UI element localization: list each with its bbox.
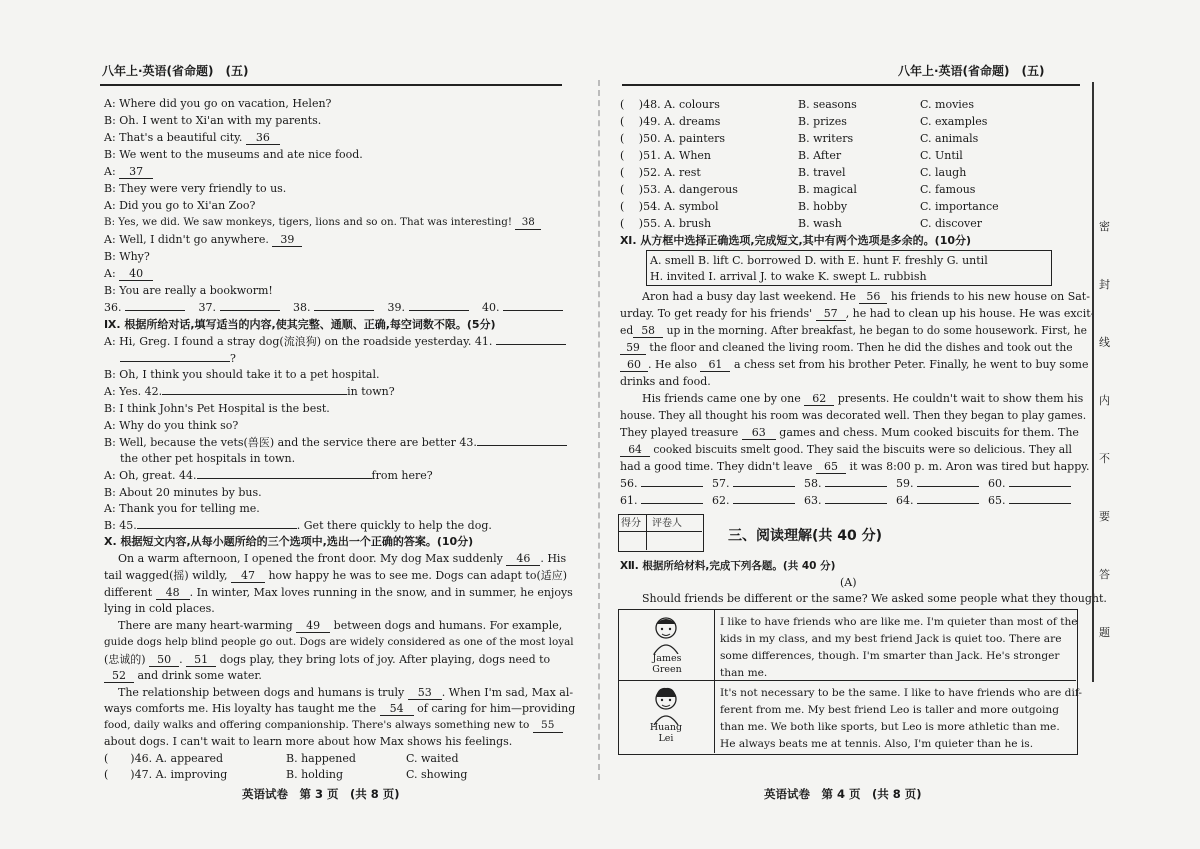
reading-table-divider xyxy=(714,609,715,753)
option-row-48: ( )48. A. colours xyxy=(620,98,720,111)
dialog-line: A: Where did you go on vacation, Helen? xyxy=(104,97,332,110)
option-c: C. animals xyxy=(920,132,979,145)
passage-line: urday. To get ready for his friends' 57 , he had to clean up his house. He was excit- xyxy=(620,307,1095,320)
option-row-53: ( )53. A. dangerous xyxy=(620,183,738,196)
passage-line: On a warm afternoon, I opened the front door. My dog Max suddenly 46 . His xyxy=(118,552,567,565)
option-b: B. After xyxy=(798,149,842,162)
score-box-divider xyxy=(618,531,702,532)
passage-line: tail wagged(摇) wildly, 47 how happy he was to see me. Dogs can adapt to(适应) xyxy=(104,569,568,582)
passage-line: ed 58 up in the morning. After breakfast, he began to do some housework. First, he xyxy=(620,324,1087,337)
passage-line: drinks and food. xyxy=(620,375,711,388)
option-c: C. famous xyxy=(920,183,976,196)
dialog-line: A: Yes. 42. in town? xyxy=(104,385,395,398)
header-rule xyxy=(622,84,1080,86)
answer-blank: 63. xyxy=(804,494,887,507)
reading-intro: Should friends be different or the same? We asked some people what they thought. xyxy=(642,592,1107,605)
dialog-line: B: I think John's Pet Hospital is the best. xyxy=(104,402,330,415)
page-footer: 英语试卷 第 4 页 (共 8 页) xyxy=(764,787,922,801)
answer-blank: 64. xyxy=(896,494,979,507)
passage-line: 52 and drink some water. xyxy=(104,669,262,683)
option-b: B. happened xyxy=(286,752,356,765)
option-b: B. magical xyxy=(798,183,857,196)
seal-char: 题 xyxy=(1099,626,1110,639)
person-avatar-icon xyxy=(648,685,684,725)
word-box-line: H. invited I. arrival J. to wake K. swept L. rubbish xyxy=(650,270,927,283)
dialog-line: A: That's a beautiful city. 36 xyxy=(104,131,280,145)
seal-char: 不 xyxy=(1099,452,1110,465)
passage-line: 64 cooked biscuits smelt good. They said the biscuits were so delicious. They all xyxy=(620,443,1072,457)
page-header: 八年上·英语(省命题) (五) xyxy=(102,64,249,78)
dialog-line: A: Oh, great. 44. from here? xyxy=(104,469,433,482)
header-rule xyxy=(100,84,562,86)
dialog-line: A: 40 xyxy=(104,267,153,281)
passage-line: food, daily walks and offering companionship. There's always something new to 55 xyxy=(104,719,563,733)
passage-line: about dogs. I can't wait to learn more about how Max shows his feelings. xyxy=(104,735,513,748)
dialog-line: A: Hi, Greg. I found a stray dog(流浪狗) on the roadside yesterday. 41. xyxy=(104,335,566,348)
person-name: Huang Lei xyxy=(649,722,683,744)
option-b: B. writers xyxy=(798,132,854,145)
person-avatar-icon xyxy=(648,614,684,654)
section-10-title: Ⅹ. 根据短文内容,从每小题所给的三个选项中,选出一个正确的答案。(10分) xyxy=(104,535,474,548)
option-c: C. waited xyxy=(406,752,459,765)
dialog-line: ? xyxy=(120,352,236,365)
dialog-line: the other pet hospitals in town. xyxy=(120,452,296,465)
seal-char: 线 xyxy=(1099,336,1110,349)
option-b: B. hobby xyxy=(798,200,848,213)
dialog-line: B: Well, because the vets(兽医) and the service there are better 43. xyxy=(104,436,567,449)
option-c: C. discover xyxy=(920,217,982,230)
option-row-55: ( )55. A. brush xyxy=(620,217,712,230)
passage-line: ways comforts me. His loyalty has taught me the 54 of caring for him—providing xyxy=(104,702,576,715)
option-c: C. showing xyxy=(406,768,468,781)
person-statement: It's not necessary to be the same. I like to have friends who are dif- ferent from me. My best friend Leo is taller and more outgoing than me. We both like sports, but Leo is more athletic than me. He always beats me at tennis. Also, I'm quieter than he is. xyxy=(720,687,1082,750)
passage-line: different 48 . In winter, Max loves running in the snow, and in summer, he enjoys xyxy=(104,586,573,599)
option-b: B. seasons xyxy=(798,98,857,111)
option-b: B. travel xyxy=(798,166,846,179)
option-c: C. examples xyxy=(920,115,988,128)
answer-blank: 59. xyxy=(896,477,979,490)
dialog-line: A: 37 xyxy=(104,165,153,179)
dialog-line: B: Oh. I went to Xi'an with my parents. xyxy=(104,114,322,127)
passage-line: 60 . He also 61 a chess set from his brother Peter. Finally, he went to buy some xyxy=(620,358,1089,372)
option-b: B. prizes xyxy=(798,115,847,128)
option-row-46: ( )46. A. appeared xyxy=(104,752,224,765)
answer-blank: 61. xyxy=(620,494,703,507)
dialog-line: B: About 20 minutes by bus. xyxy=(104,486,262,499)
dialog-line: A: Why do you think so? xyxy=(104,419,239,432)
option-row-47: ( )47. A. improving xyxy=(104,768,228,781)
subsection-a: (A) xyxy=(840,576,857,589)
dialog-line: B: They were very friendly to us. xyxy=(104,182,287,195)
dialog-line: A: Did you go to Xi'an Zoo? xyxy=(104,199,256,212)
option-b: B. holding xyxy=(286,768,343,781)
section-12-title: Ⅻ. 根据所给材料,完成下列各题。(共 40 分) xyxy=(620,560,836,572)
passage-line: house. They all thought his room was decorated well. Then they began to play games. xyxy=(620,409,1087,422)
answer-blank: 57. xyxy=(712,477,795,490)
seal-char: 封 xyxy=(1099,278,1110,291)
page-footer: 英语试卷 第 3 页 (共 8 页) xyxy=(242,787,400,801)
passage-line: lying in cold places. xyxy=(104,602,215,615)
word-box-line: A. smell B. lift C. borrowed D. with E. hunt F. freshly G. until xyxy=(650,254,988,267)
answer-blank: 58. xyxy=(804,477,887,490)
seal-char: 内 xyxy=(1099,394,1110,407)
person-statement: I like to have friends who are like me. I'm quieter than most of the kids in my class, and my best friend Jack is quiet too. There are some differences, though. I'm smarter than Jack. He's stronger than me. xyxy=(720,616,1078,679)
passage-line: They played treasure 63 games and chess. Mum cooked biscuits for them. The xyxy=(620,426,1079,439)
answer-blanks-36-40: 36. 37. 38. 39. 40. xyxy=(104,301,563,314)
passage-line: (忠诚的) 50 . 51 dogs play, they bring lots of joy. After playing, dogs need to xyxy=(104,653,551,666)
part-3-title: 三、阅读理解(共 40 分) xyxy=(728,528,883,544)
passage-line: The relationship between dogs and humans is truly 53 . When I'm sad, Max al- xyxy=(118,686,574,699)
option-c: C. importance xyxy=(920,200,999,213)
dialog-line: A: Well, I didn't go anywhere. 39 xyxy=(104,233,302,247)
grader-label: 评卷人 xyxy=(652,518,682,529)
seal-char: 要 xyxy=(1099,510,1110,523)
option-row-51: ( )51. A. When xyxy=(620,149,711,162)
seal-char: 密 xyxy=(1099,220,1110,233)
answer-blank: 62. xyxy=(712,494,795,507)
option-c: C. movies xyxy=(920,98,974,111)
score-label: 得分 xyxy=(621,518,641,529)
passage-line: There are many heart-warming 49 between dogs and humans. For example, xyxy=(118,619,563,632)
dialog-line: B: We went to the museums and ate nice food. xyxy=(104,148,363,161)
answer-blank: 60. xyxy=(988,477,1071,490)
answer-blank: 65. xyxy=(988,494,1071,507)
seal-line xyxy=(1092,82,1114,682)
answer-blank: 56. xyxy=(620,477,703,490)
dialog-line: A: Thank you for telling me. xyxy=(104,502,260,515)
page-header: 八年上·英语(省命题) (五) xyxy=(898,64,1045,78)
option-b: B. wash xyxy=(798,217,842,230)
option-row-54: ( )54. A. symbol xyxy=(620,200,719,213)
person-name: James Green xyxy=(652,653,682,675)
option-row-52: ( )52. A. rest xyxy=(620,166,701,179)
passage-line: had a good time. They didn't leave 65 it was 8:00 p. m. Aron was tired but happy. xyxy=(620,460,1090,473)
dialog-line: B: 45. . Get there quickly to help the dog. xyxy=(104,519,492,532)
section-11-title: Ⅺ. 从方框中选择正确选项,完成短文,其中有两个选项是多余的。(10分) xyxy=(620,234,972,247)
passage-line: His friends came one by one 62 presents. He couldn't wait to show them his xyxy=(642,392,1084,405)
passage-line: 59 the floor and cleaned the living room. Then he did the dishes and took out the xyxy=(620,341,1073,355)
option-c: C. laugh xyxy=(920,166,967,179)
dialog-line: B: You are really a bookworm! xyxy=(104,284,273,297)
option-c: C. Until xyxy=(920,149,963,162)
passage-line: guide dogs help blind people go out. Dogs are widely considered as one of the most loyal xyxy=(104,636,574,648)
option-row-49: ( )49. A. dreams xyxy=(620,115,721,128)
dialog-line: B: Why? xyxy=(104,250,150,263)
dialog-line: B: Yes, we did. We saw monkeys, tigers, lions and so on. That was interesting! 38 xyxy=(104,216,541,230)
seal-char: 答 xyxy=(1099,568,1110,581)
passage-line: Aron had a busy day last weekend. He 56 his friends to his new house on Sat- xyxy=(642,290,1090,303)
option-row-50: ( )50. A. painters xyxy=(620,132,726,145)
dialog-line: B: Oh, I think you should take it to a pet hospital. xyxy=(104,368,380,381)
section-9-title: Ⅸ. 根据所给对话,填写适当的内容,使其完整、通顺、正确,每空词数不限。(5分) xyxy=(104,318,496,331)
